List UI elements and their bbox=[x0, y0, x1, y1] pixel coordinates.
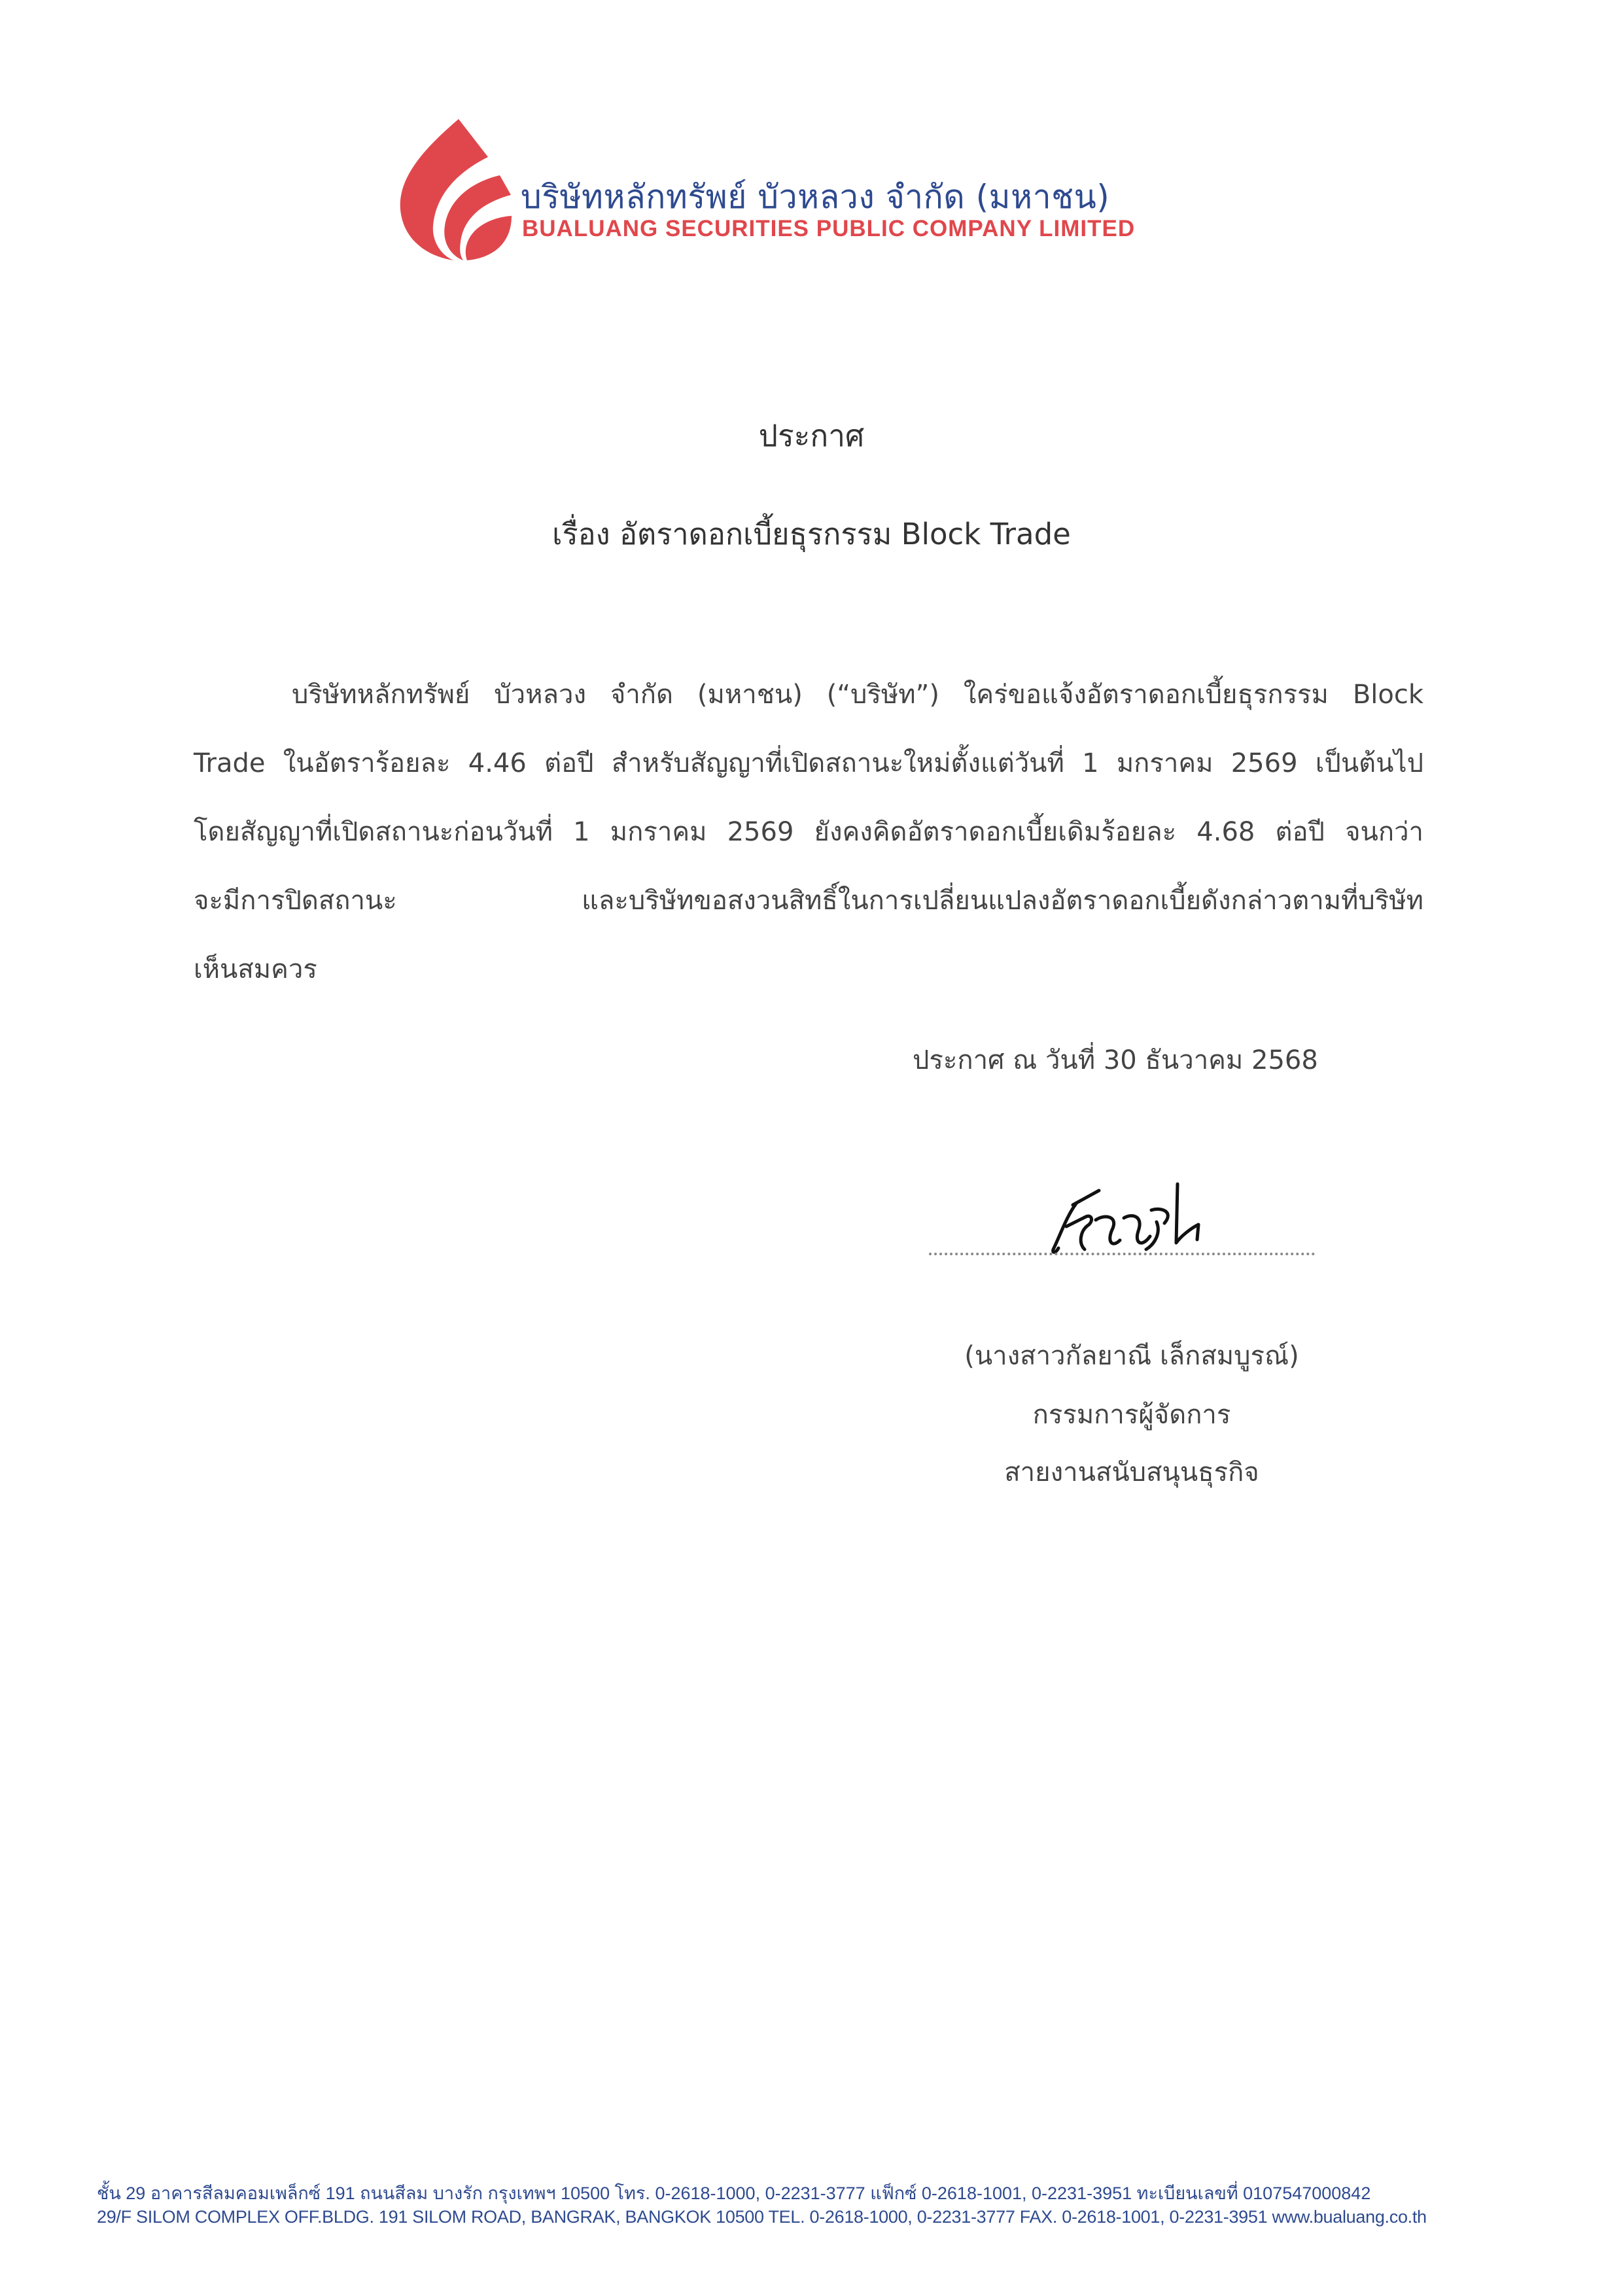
signatory-department: สายงานสนับสนุนธุรกิจ bbox=[1004, 1457, 1259, 1487]
document-subject: เรื่อง อัตราดอกเบี้ยธุรกรรม Block Trade bbox=[552, 517, 1071, 551]
footer-address-english: 29/F SILOM COMPLEX OFF.BLDG. 191 SILOM ROAD, BANGRAK, BANGKOK 10500 TEL. 0-2618-1000, 0-2231-3777 FAX. 0-2618-1001, 0-2231-3951 www.bualuang.co.th bbox=[97, 2207, 1427, 2227]
body-line: จะมีการปิดสถานะ และบริษัทขอสงวนสิทธิ์ในการเปลี่ยนแปลงอัตราดอกเบี้ยดังกล่าวตามที่บริษัท bbox=[194, 886, 1423, 916]
signatory-name: (นางสาวกัลยาณี เล็กสมบูรณ์) bbox=[964, 1341, 1299, 1371]
company-name-thai: บริษัทหลักทรัพย์ บัวหลวง จำกัด (มหาชน) bbox=[521, 178, 1110, 216]
body-line: เห็นสมควร bbox=[194, 954, 317, 984]
signature-line bbox=[929, 1253, 1315, 1255]
letterhead bbox=[390, 111, 1266, 262]
body-line: บริษัทหลักทรัพย์ บัวหลวง จำกัด (มหาชน) (“บริษัท”) ใคร่ขอแจ้งอัตราดอกเบี้ยธุรกรรม Block bbox=[292, 680, 1423, 710]
bualuang-drop-logo-icon bbox=[390, 111, 514, 262]
announcement-date: ประกาศ ณ วันที่ 30 ธันวาคม 2568 bbox=[913, 1045, 1318, 1075]
announcement-body bbox=[194, 661, 1423, 1004]
footer-address bbox=[97, 2182, 1536, 2229]
handwritten-signature-icon bbox=[1047, 1171, 1217, 1262]
company-name-english: BUALUANG SECURITIES PUBLIC COMPANY LIMITED bbox=[522, 216, 1136, 241]
signatory-position: กรรมการผู้จัดการ bbox=[1032, 1400, 1231, 1430]
body-line: Trade ในอัตราร้อยละ 4.46 ต่อปี สำหรับสัญญาที่เปิดสถานะใหม่ตั้งแต่วันที่ 1 มกราคม 2569 เป็นต้นไป bbox=[194, 748, 1423, 778]
body-line: โดยสัญญาที่เปิดสถานะก่อนวันที่ 1 มกราคม 2569 ยังคงคิดอัตราดอกเบี้ยเดิมร้อยละ 4.68 ต่อปี จนกว่า bbox=[194, 817, 1423, 847]
document-heading: ประกาศ bbox=[758, 418, 865, 453]
footer-address-thai: ชั้น 29 อาคารสีลมคอมเพล็กซ์ 191 ถนนสีลม บางรัก กรุงเทพฯ 10500 โทร. 0-2618-1000, 0-2231-3777 แฟ็กซ์ 0-2618-1001, 0-2231-3951 ทะเบียนเลขที่ 0107547000842 bbox=[97, 2183, 1371, 2203]
